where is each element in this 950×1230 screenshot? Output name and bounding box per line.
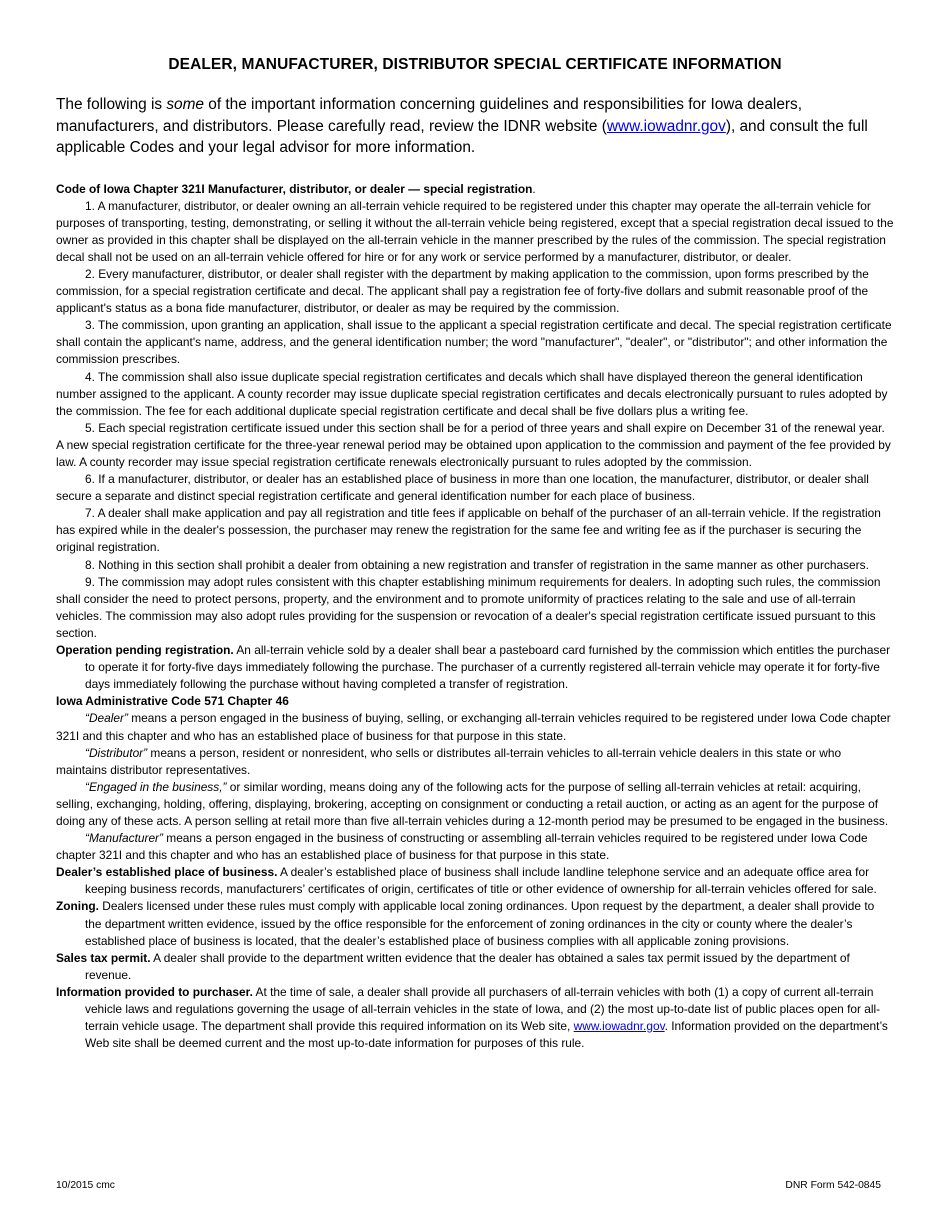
definition-manufacturer: “Manufacturer” means a person engaged in the business of constructing or assembling all-terrain vehicles required to be registered under Iowa Code chapter 321I and this chapter and who has an established place of business for that purpose in this state.	[56, 831, 868, 863]
document-page	[56, 56, 894, 1052]
page-title: DEALER, MANUFACTURER, DISTRIBUTOR SPECIAL CERTIFICATE INFORMATION	[168, 56, 782, 73]
rule-sales-tax-permit: Sales tax permit. A dealer shall provide to the department written evidence that the dealer has obtained a sales tax permit issued by the department of revenue.	[56, 950, 850, 982]
intro-emphasis: some	[166, 96, 204, 113]
chapter-item-9: 9. The commission may adopt rules consistent with this chapter establishing minimum requirements for dealers. In adopting such rules, the commission shall consider the need to protect persons, property, and the environment and to promote uniformity of practices relating to the sale and use of all-terrain vehicles. The commission may also adopt rules providing for the suspension or revocation of a dealer's special registration certificate issued pursuant to this section.	[56, 574, 881, 640]
chapter-item-3: 3. The commission, upon granting an application, shall issue to the applicant a special registration certificate and decal. The special registration certificate shall contain the applicant's name, address, and the general identification number; the word "manufacturer", "dealer", or "distributor"; and other information the commission prescribes.	[56, 318, 892, 367]
chapter-item-5: 5. Each special registration certificate issued under this section shall be for a period of three years and shall expire on December 31 of the renewal year. A new special registration certificate for the three-year renewal period may be obtained upon application to the commission and payment of the fee provided by law. A county recorder may issue special registration certificate renewals electronically pursuant to rules adopted by the commission.	[56, 420, 891, 469]
footer-revision-date: 10/2015 cmc	[56, 1180, 115, 1191]
chapter-item-4: 4. The commission shall also issue duplicate special registration certificates and decals which shall have displayed thereon the general identification number assigned to the applicant. A county recorder may issue duplicate special registration certificates and decals electronically pursuant to rules adopted by the commission. The fee for each additional duplicate special registration certificate and decal shall be five dollars plus a writing fee.	[56, 369, 888, 418]
chapter-item-2: 2. Every manufacturer, distributor, or dealer shall register with the department by making application to the commission, upon forms prescribed by the commission, for a special registration certificate and decal. The applicant shall pay a registration fee of forty-five dollars and submit reasonable proof of the applicant's status as a bona fide manufacturer, distributor, or dealer as may be required by the commission.	[56, 266, 869, 316]
chapter-item-7: 7. A dealer shall make application and pay all registration and title fees if applicable on behalf of the purchaser of an all-terrain vehicle. If the registration has expired while in the dealer's possession, the purchaser may renew the registration for the same fee and writing fee as if the purchaser is securing the original registration.	[56, 506, 881, 555]
definition-distributor: “Distributor” means a person, resident or nonresident, who sells or distributes all-terrain vehicles to all-terrain vehicle dealers in this state or who maintains distributor representatives.	[56, 745, 842, 777]
intro-paragraph: The following is some of the important information concerning guidelines and responsibilities for Iowa dealers, manufacturers, and distributors. Please carefully read, review the IDNR website (www.iowadnr.gov), and consult the full applicable Codes and your legal advisor for more information.	[56, 96, 868, 156]
footer-form-number: DNR Form 542-0845	[785, 1180, 881, 1191]
iowadnr-link[interactable]: www.iowadnr.gov	[606, 117, 726, 135]
document-body	[56, 181, 894, 1053]
chapter-item-1: 1. A manufacturer, distributor, or dealer owning an all-terrain vehicle required to be registered under this chapter may operate the all-terrain vehicle for purposes of transporting, testing, demonstrating, or selling it without the all-terrain vehicle being registered, except that a special registration decal issued to the owner as provided in this chapter shall be displayed on the all-terrain vehicle in the manner prescribed by the rules of the commission. The special registration decal shall not be used on an all-terrain vehicle offered for hire or for any work or service performed by a manufacturer, distributor, or dealer.	[56, 198, 894, 264]
definition-engaged-in-business: “Engaged in the business,” or similar wording, means doing any of the following acts for the purpose of selling all-terrain vehicles at retail: acquiring, selling, exchanging, holding, offering, displaying, brokering, accepting on consignment or conducting a retail auction, or acting as an agent for the purpose of doing any of these acts. A person selling at retail more than five all-terrain vehicles during a 12-month period may be presumed to be engaged in the business.	[56, 779, 889, 828]
operation-pending-registration: Operation pending registration. An all-terrain vehicle sold by a dealer shall bear a pasteboard card furnished by the commission which entitles the purchaser to operate it for forty-five days immediately following the purchase. The purchaser of a currently registered all-terrain vehicle may operate it for forty-five days immediately following the purchase without having completed a transfer of registration.	[56, 643, 891, 692]
rule-established-place-of-business: Dealer’s established place of business. A dealer’s established place of business shall include landline telephone service and an adequate office area for keeping business records, manufacturers’ certificates of origin, certificates of title or other evidence of ownership for all-terrain vehicles offered for sale.	[56, 865, 877, 897]
iowadnr-link-2[interactable]: www.iowadnr.gov	[573, 1019, 665, 1034]
chapter-item-8: 8. Nothing in this section shall prohibit a dealer from obtaining a new registration and transfer of registration in the same manner as other purchasers.	[85, 557, 869, 572]
iac-heading: Iowa Administrative Code 571 Chapter 46	[56, 694, 289, 709]
chapter-321i-heading: Code of Iowa Chapter 321I Manufacturer, distributor, or dealer — special registration.	[56, 181, 536, 196]
rule-information-to-purchaser: Information provided to purchaser. At the time of sale, a dealer shall provide all purchasers of all-terrain vehicles with both (1) a copy of current all-terrain vehicle laws and regulations governing the usage of all-terrain vehicles in the state of Iowa, and (2) the most up-to-date list of public places open for all-terrain vehicle usage. The department shall provide this required information on its Web site, www.iowadnr.gov. Information provided on the department’s Web site shall be deemed current and the most up-to-date information for purposes of this rule.	[56, 984, 888, 1051]
definition-dealer: “Dealer” means a person engaged in the business of buying, selling, or exchanging all-terrain vehicles required to be registered under Iowa Code chapter 321I and this chapter and who has an established place of business for that purpose in this state.	[56, 711, 891, 743]
chapter-item-6: 6. If a manufacturer, distributor, or dealer has an established place of business in more than one location, the manufacturer, distributor, or dealer shall secure a separate and distinct special registration certificate and general identification number for each place of business.	[56, 472, 869, 504]
rule-zoning: Zoning. Dealers licensed under these rules must comply with applicable local zoning ordinances. Upon request by the department, a dealer shall provide to the department written evidence, issued by the office responsible for the enforcement of zoning ordinances in the city or county where the dealer’s established place of business is located, that the dealer’s established place of business complies with all applicable zoning provisions.	[56, 899, 875, 948]
